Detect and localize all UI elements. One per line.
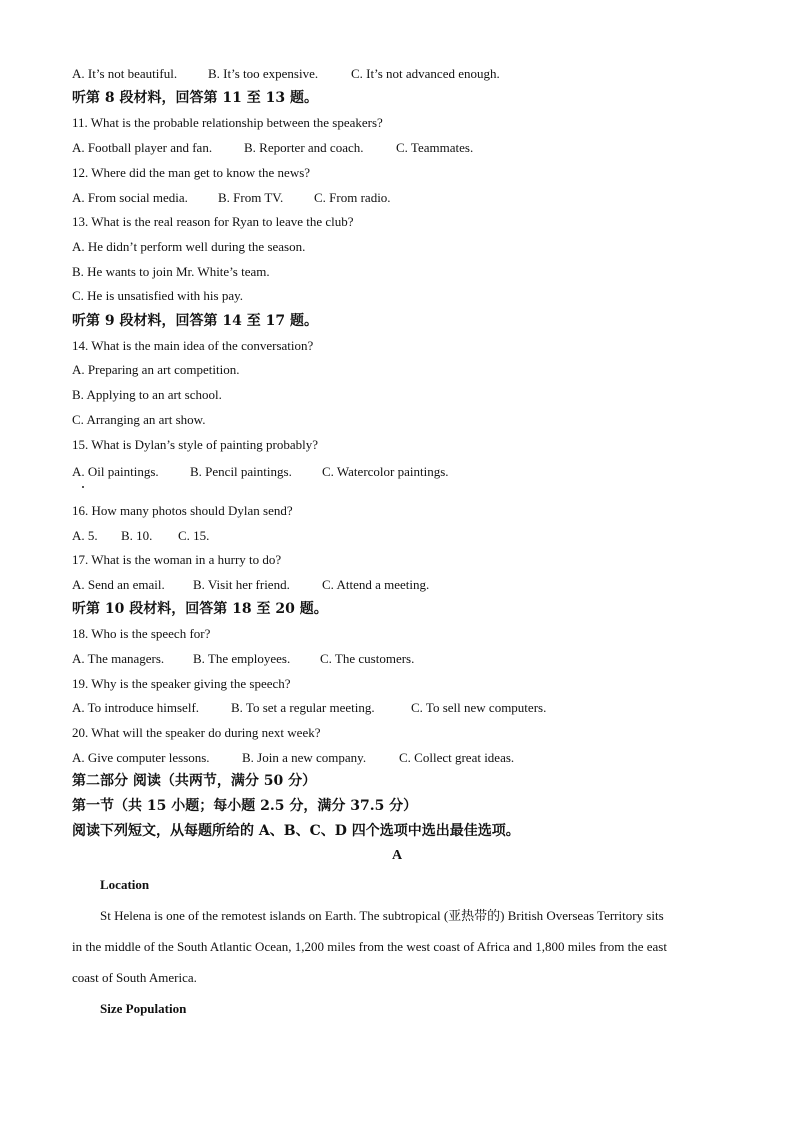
q10-options [72,66,500,82]
passage-letter: A [391,848,403,863]
stray-dot [82,486,84,488]
q16-option-a[interactable]: A. 5. [72,528,98,543]
q12-option-c[interactable]: C. From radio. [314,190,391,205]
q12-option-b[interactable]: B. From TV. [218,190,284,205]
q14-option-a[interactable]: A. Preparing an art competition. [72,362,240,377]
q11-stem: 11. What is the probable relationship between the speakers? [72,115,383,130]
q11-options [72,140,473,156]
q14-option-c[interactable]: C. Arranging an art show. [72,412,206,427]
q19-stem: 19. Why is the speaker giving the speech? [72,676,291,691]
q10-option-a[interactable]: A. It’s not beautiful. [72,66,178,81]
q14-stem: 14. What is the main idea of the conversation? [72,338,314,353]
reading-instruction: 阅读下列短文，从每题所给的 A、B、C、D 四个选项中选出最佳选项。 [72,823,520,839]
q19-options [72,700,546,716]
q15-option-c[interactable]: C. Watercolor paintings. [322,464,449,479]
q15-options [72,464,449,480]
passage-line-1: St Helena is one of the remotest islands on Earth. The subtropical (亚热带的) British Overseas Territory sits [100,908,664,923]
passage-subheading-size-population: Size Population [100,1001,187,1016]
q18-stem: 18. Who is the speech for? [72,626,211,641]
section-1-heading: 第一节（共 15 小题；每小题 2.5 分，满分 37.5 分） [72,798,418,814]
q11-option-c[interactable]: C. Teammates. [396,140,474,155]
q18-options [72,651,414,667]
q19-option-a[interactable]: A. To introduce himself. [72,700,200,715]
passage-line-2: in the middle of the South Atlantic Ocean, 1,200 miles from the west coast of Africa and 1,800 miles from the east [72,939,667,954]
section-10-heading: 听第 10 段材料，回答第 18 至 20 题。 [72,601,328,617]
q19-option-c[interactable]: C. To sell new computers. [411,700,547,715]
q15-option-a[interactable]: A. Oil paintings. [72,464,159,479]
q13-option-b[interactable]: B. He wants to join Mr. White’s team. [72,264,270,279]
q16-options [72,528,209,544]
q12-options [72,190,391,206]
q11-option-a[interactable]: A. Football player and fan. [72,140,213,155]
q16-stem: 16. How many photos should Dylan send? [72,503,293,518]
q18-option-a[interactable]: A. The managers. [72,651,165,666]
section-8-heading: 听第 8 段材料，回答第 11 至 13 题。 [72,90,318,106]
q20-stem: 20. What will the speaker do during next week? [72,725,321,740]
passage-line-3: coast of South America. [72,970,197,985]
q15-stem: 15. What is Dylan’s style of painting probably? [72,437,318,452]
q13-option-c[interactable]: C. He is unsatisfied with his pay. [72,288,244,303]
q16-option-c[interactable]: C. 15. [178,528,210,543]
section-9-heading: 听第 9 段材料，回答第 14 至 17 题。 [72,313,318,329]
q18-option-c[interactable]: C. The customers. [320,651,415,666]
q20-options [72,750,514,766]
q14-option-b[interactable]: B. Applying to an art school. [72,387,222,402]
q12-option-a[interactable]: A. From social media. [72,190,188,205]
q20-option-b[interactable]: B. Join a new company. [242,750,367,765]
q15-option-b[interactable]: B. Pencil paintings. [190,464,292,479]
q17-option-a[interactable]: A. Send an email. [72,577,165,592]
q10-option-b[interactable]: B. It’s too expensive. [208,66,319,81]
q20-option-c[interactable]: C. Collect great ideas. [399,750,515,765]
q13-stem: 13. What is the real reason for Ryan to leave the club? [72,214,354,229]
q18-option-b[interactable]: B. The employees. [193,651,291,666]
q17-options [72,577,429,593]
q17-option-b[interactable]: B. Visit her friend. [193,577,290,592]
part-2-heading: 第二部分 阅读（共两节，满分 50 分） [72,773,317,789]
q10-option-c[interactable]: C. It’s not advanced enough. [351,66,500,81]
passage-subheading-location: Location [100,877,150,892]
q17-option-c[interactable]: C. Attend a meeting. [322,577,430,592]
q11-option-b[interactable]: B. Reporter and coach. [244,140,364,155]
q16-option-b[interactable]: B. 10. [121,528,153,543]
q19-option-b[interactable]: B. To set a regular meeting. [231,700,375,715]
q20-option-a[interactable]: A. Give computer lessons. [72,750,210,765]
q17-stem: 17. What is the woman in a hurry to do? [72,552,282,567]
q12-stem: 12. Where did the man get to know the news? [72,165,311,180]
q13-option-a[interactable]: A. He didn’t perform well during the season. [72,239,306,254]
